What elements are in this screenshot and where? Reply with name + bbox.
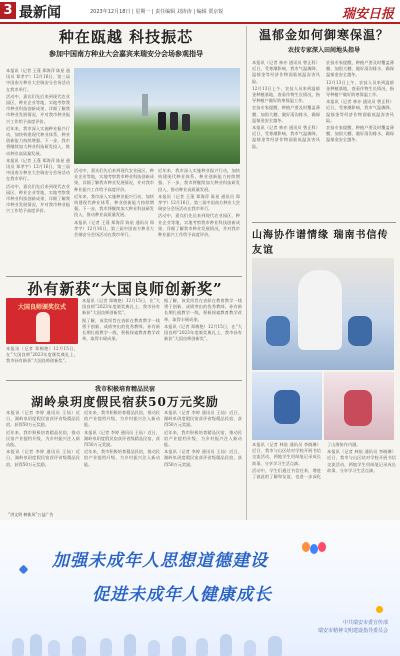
person-shape	[170, 112, 178, 130]
child-shape	[72, 636, 86, 656]
ad-label: “讲文明 树新风”公益广告	[8, 512, 54, 517]
article-5-title: 湖岭泉玥度假民宿获50万元奖励	[31, 395, 219, 409]
child-shape	[48, 640, 60, 656]
article-1-photo	[74, 68, 240, 164]
butterfly-icon	[376, 606, 383, 613]
child-shape	[12, 638, 24, 656]
article-3-photo	[6, 298, 78, 344]
child-shape	[172, 636, 186, 656]
banner-slogan-2: 促进未成年人健康成长	[92, 585, 272, 605]
teacher-shape	[298, 270, 342, 350]
tower-shape	[142, 94, 148, 116]
student-shape	[348, 316, 372, 346]
person-shape	[182, 114, 190, 131]
ceremony-banner: 大国良师颁奖仪式	[17, 304, 66, 311]
child-shape	[220, 634, 232, 656]
person-shape	[36, 312, 50, 342]
article-4-header	[252, 226, 396, 256]
balloon-icon	[310, 544, 318, 554]
article-4-photo-3	[324, 372, 394, 440]
section-rule	[252, 222, 396, 223]
child-shape	[196, 638, 208, 656]
article-1-title: 种在瓯越 科技振芯	[58, 28, 194, 46]
section-rule	[6, 276, 242, 277]
article-4-title: 山海协作谱情缘 瑞南书信传友谊	[252, 230, 389, 256]
article-2-body-col1: 本报讯（记者 林亦 通讯员 曾正科）近日，受寒潮影响，我市气温骤降，温郁金等经济作物面临低温冻害风险。 12月13日上午，农技人员来到温郁金种植基地，查看作物生长情况，指导种植户做好防寒保温工作。 农技专家提醒，种植户要及时覆盖薄膜、加固大棚，做好清沟排水，确保温郁金安全越冬。 本报讯（记者 林亦 通讯员 曾正科）近日，受寒潮影响，我市气温骤降，温郁金等经济作物面临低温冻害风险。	[252, 60, 320, 149]
person-shape	[158, 112, 166, 130]
article-1-body-col3: 近年来，我市深入实施种业振兴行动，加快构建现代种业体系，种业创新能力持续增强。下一步，我市将继续加大种业科技研发投入，推动种业高质量发展。 本报讯（记者 王蓬 郑海萍 陈星 通讯员 郑孝宇）12月16日，第三届中国南方种业大会瑞安分会场活动在我市举行。 活动中，嘉宾们先后来到现代农业园区、种业企业等地，实地考察我市种业科技创新成果，详细了解我市种业发展情况，并对我市种业振兴工作给予高度评价。	[158, 168, 240, 238]
newspaper-logo: 瑞安日报	[341, 7, 394, 22]
issue-info: 2023年12月18日 | 星期一 | 责任编辑 刘涛涛 | 编辑 贾京锐	[90, 9, 224, 15]
article-5-body-col1: 本报讯（记者 李婷 通讯员 王仙）近日，湖岭泉玥度假民宿获评省级精品民宿，获得50万元奖励。 近年来，我市积极培育精品民宿，推动民宿产业提档升级，为乡村振兴注入新动能。 本报讯（记者 李婷 通讯员 王仙）近日，湖岭泉玥度假民宿获评省级精品民宿，获得50万元奖励。	[6, 410, 80, 467]
student-shape	[266, 316, 290, 346]
section-title: 最新闻	[19, 5, 61, 21]
article-5-header	[6, 382, 244, 408]
article-4-photo-2	[252, 372, 322, 440]
kite-icon	[19, 565, 29, 575]
banner-org-1: 中共瑞安市委宣传部	[342, 620, 388, 626]
article-3-header	[6, 278, 244, 296]
article-3-title: 孙有新获“大国良师创新奖”	[27, 280, 223, 298]
child-shape	[124, 634, 136, 656]
article-1-subtitle: 参加中国南方种业大会嘉宾来瑞安分会场参观指导	[49, 50, 203, 58]
balloon-icon	[302, 542, 310, 552]
public-service-banner	[0, 520, 400, 656]
article-2-title: 温郁金如何御寒保温？	[258, 28, 389, 42]
section-rule	[6, 380, 242, 381]
child-shape	[148, 640, 160, 656]
article-2-header	[252, 26, 396, 60]
page-number: 3	[0, 2, 16, 19]
article-4-body: 本报讯（记者 林依 通讯员 李晓琳）近日，我市与山区结对学校开展书信交流活动，两地学生用纸笔记录成长故事，分享学习生活点滴。 活动中，学生们通过书信往来，增进了彼此的了解和友谊，也进一步深化了山海协作内涵。 本报讯（记者 林依 通讯员 李晓琳）近日，我市与山区结对学校开展书信交流活动，两地学生用纸笔记录成长故事，分享学习生活点滴。	[252, 442, 396, 480]
children-illustration	[0, 632, 400, 656]
article-4-photo	[252, 258, 394, 370]
masthead	[0, 0, 400, 24]
child-shape	[244, 640, 256, 656]
article-5-body-col2: 近年来，我市积极培育精品民宿，推动民宿产业提档升级，为乡村振兴注入新动能。 本报讯（记者 李婷 通讯员 王仙）近日，湖岭泉玥度假民宿获评省级精品民宿，获得50万元奖励。 近年来，我市积极培育精品民宿，推动民宿产业提档升级，为乡村振兴注入新动能。	[84, 410, 160, 467]
article-2-subtitle: 农技专家深入田间地头指导	[287, 47, 360, 54]
student-shape	[344, 390, 372, 426]
article-3-body-col0: 本报讯（记者 郑梅艳）12月15日，在“大国良师”2023年度颁奖典礼上，我市孙有新获“大国良师创新奖”。	[6, 346, 78, 364]
banner-org-2: 瑞安市精神文明建设指导委员会	[317, 628, 388, 634]
article-1-body-col2: 活动中，嘉宾们先后来到现代农业园区、种业企业等地，实地考察我市种业科技创新成果，详细了解我市种业发展情况，并对我市种业振兴工作给予高度评价。 近年来，我市深入实施种业振兴行动，加快构建现代种业体系，种业创新能力持续增强。下一步，我市将继续加大种业科技研发投入，推动种业高质量发展。 本报讯（记者 王蓬 郑海萍 陈星 通讯员 郑孝宇）12月16日，第三届中国南方种业大会瑞安分会场活动在我市举行。	[74, 168, 154, 238]
article-5-body-col3: 本报讯（记者 李婷 通讯员 王仙）近日，湖岭泉玥度假民宿获评省级精品民宿，获得50万元奖励。 近年来，我市积极培育精品民宿，推动民宿产业提档升级，为乡村振兴注入新动能。 本报讯（记者 李婷 通讯员 王仙）近日，湖岭泉玥度假民宿获评省级精品民宿，获得50万元奖励。	[164, 410, 242, 467]
article-3-body-col2: 据了解，该奖项旨在表彰在教育教学一线勇于创新、成绩突出的优秀教师。孙有新长期扎根教学一线，积极探索教育教学改革，取得丰硕成果。 本报讯（记者 郑梅艳）12月15日，在“大国良师”2023年度颁奖典礼上，我市孙有新获“大国良师创新奖”。	[164, 298, 242, 342]
article-3-body-col1: 本报讯（记者 郑梅艳）12月15日，在“大国良师”2023年度颁奖典礼上，我市孙有新获“大国良师创新奖”。 据了解，该奖项旨在表彰在教育教学一线勇于创新、成绩突出的优秀教师。孙有新长期扎根教学一线，积极探索教育教学改革，取得丰硕成果。	[82, 298, 160, 342]
article-1-body-col1: 本报讯（记者 王蓬 郑海萍 陈星 通讯员 郑孝宇）12月16日，第三届中国南方种业大会瑞安分会场活动在我市举行。 活动中，嘉宾们先后来到现代农业园区、种业企业等地，实地考察我市种业科技创新成果，详细了解我市种业发展情况，并对我市种业振兴工作给予高度评价。 近年来，我市深入实施种业振兴行动，加快构建现代种业体系，种业创新能力持续增强。下一步，我市将继续加大种业科技研发投入，推动种业高质量发展。 本报讯（记者 王蓬 郑海萍 陈星 通讯员 郑孝宇）12月16日，第三届中国南方种业大会瑞安分会场活动在我市举行。 活动中，嘉宾们先后来到现代农业园区、种业企业等地，实地考察我市种业科技创新成果，详细了解我市种业发展情况，并对我市种业振兴工作给予高度评价。	[6, 68, 70, 214]
article-2-body-col2: 农技专家提醒，种植户要及时覆盖薄膜、加固大棚，做好清沟排水，确保温郁金安全越冬。 12月13日上午，农技人员来到温郁金种植基地，查看作物生长情况，指导种植户做好防寒保温工作。 本报讯（记者 林亦 通讯员 曾正科）近日，受寒潮影响，我市气温骤降，温郁金等经济作物面临低温冻害风险。 农技专家提醒，种植户要及时覆盖薄膜、加固大棚，做好清沟排水，确保温郁金安全越冬。	[326, 60, 394, 143]
child-shape	[268, 636, 282, 656]
banner-slogan-1: 加强未成年人思想道德建设	[52, 551, 268, 571]
balloon-icon	[318, 542, 326, 552]
child-shape	[100, 638, 112, 656]
column-divider	[246, 26, 247, 520]
article-5-kicker: 我市积极培育精品民宿	[94, 386, 155, 393]
student-shape	[274, 390, 300, 424]
child-shape	[30, 634, 42, 656]
